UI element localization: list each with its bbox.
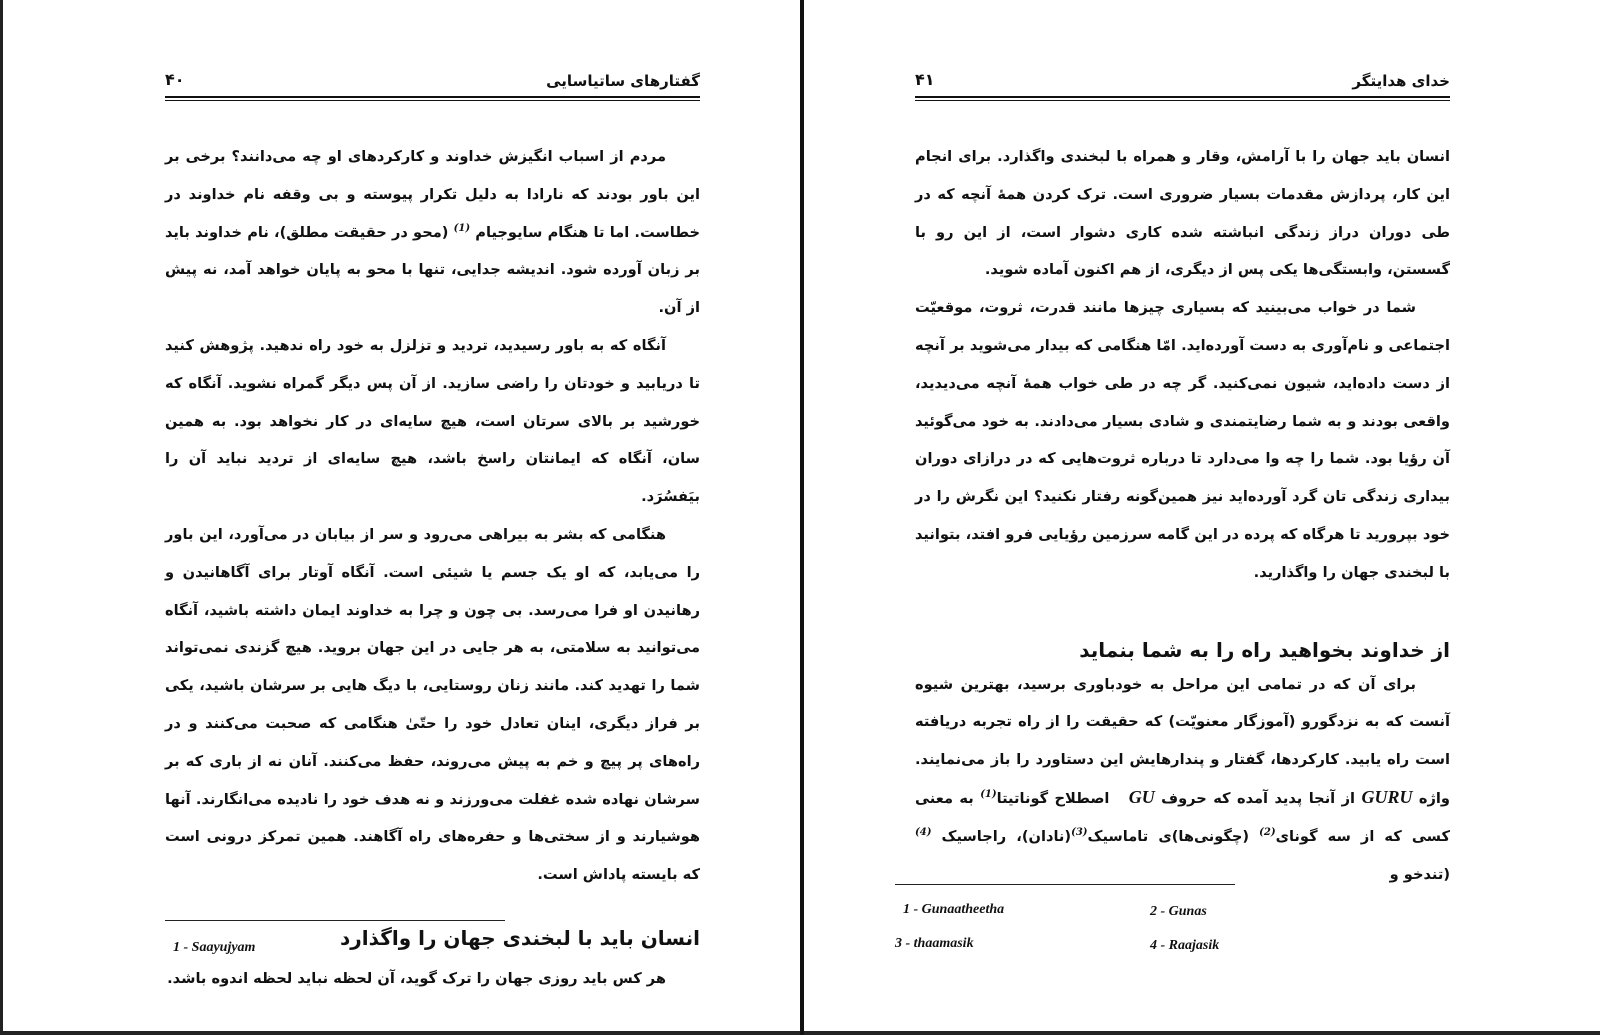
page-number: ۴۰ <box>165 70 185 89</box>
body-text <box>165 138 700 998</box>
scan-border-left <box>0 0 3 1035</box>
section-heading: از خداوند بخواهید راه را به شما بنماید <box>1079 637 1450 662</box>
body-text <box>915 138 1450 893</box>
page-header <box>165 70 700 96</box>
right-page <box>895 0 1450 1030</box>
header-rule-thin <box>915 100 1450 101</box>
footnote-rule <box>165 920 505 921</box>
paragraph: مردم از اسباب انگیزش خداوند و کارکردهای او چه می‌دانند؟ برخی بر این باور بودند که نارادا به دلیل تکرار پیوسته و بی وقفه نام خداوند در خطاست. اما تا هنگام سایوجیام $^{(1)}$ (محو در حقیقت مطلق)، نام خداوند باید بر زبان آورده شود. اندیشه جدایی، تنها با محو به پایان خواهد آمد، نه پیش از آن. <box>165 148 700 317</box>
paragraph: انسان باید جهان را با آرامش، وقار و همراه با لبخندی واگذارد. برای انجام این کار، پردازش مقدمات بسیار ضروری است. ترک کردن همهٔ آنچه که در طی دوران دراز زندگی انباشته شده کاری دشوار است، از این رو با گسستن، وابستگی‌ها یکی پس از دیگری، از هم اکنون آماده شوید. <box>915 148 1450 279</box>
footnote: 3 - thaamasik <box>895 936 974 951</box>
running-title: گفتارهای ساتیاسایی <box>546 72 700 90</box>
paragraph: هر کس باید روزی جهان را ترک گوید، آن لحظه نباید لحظه اندوه باشد. <box>167 969 666 987</box>
footnote: 4 - Raajasik <box>1150 938 1220 953</box>
header-rule <box>165 96 700 98</box>
page-number: ۴۱ <box>915 70 935 89</box>
footnote-ref: (2) <box>1259 826 1276 838</box>
paragraph: برای آن که در تمامی این مراحل به خودباوری برسید، بهترین شیوه آنست که به نزدگورو (آموزگار معنویّت) که حقیقت را از راه تجربه دریافته است راه یابید. کارکردها، گفتار و پندارهایش این دستاورد را باز می‌نمایند. واژه GURU از آنجا پدید آمده که حروف GU اصطلاح گوناتیتا$^{(1)}$ به معنی کسی که از سه گونای$^{(2)}$ (چگونی‌ها)ی تاماسیک$^{(3)}$(نادان)، راجاسیک $^{(4)}$ (تندخو و <box>915 675 1450 883</box>
footnote: 1 - Gunaatheetha <box>903 902 1005 917</box>
spacer <box>915 592 1450 636</box>
header-rule-thin <box>165 100 700 101</box>
footnote: 1 - Saayujyam <box>173 940 256 955</box>
section-heading: انسان باید با لبخندی جهان را واگذارد <box>340 925 700 950</box>
footnote-ref: (3) <box>1071 826 1088 838</box>
book-spine-divider <box>800 0 804 1035</box>
latin-term: GU <box>1128 786 1155 807</box>
footnote: 2 - Gunas <box>1150 904 1207 919</box>
paragraph: آنگاه که به باور رسیدید، تردید و تزلزل به خود راه ندهید. پژوهش کنید تا دریابید و خودتان را راضی سازید. از آن پس دیگر گمراه نشوید. آنگاه که خورشید بر بالای سرتان است، هیچ سایه‌ای در کار نخواهد بود. به همین سان، آنگاه که ایمانتان راسخ باشد، هیچ سایه‌ای از تردید نباید آن را بیَفسُرَد. <box>165 336 700 506</box>
left-page <box>165 0 700 1030</box>
running-title: خدای هدایتگر <box>1352 72 1450 90</box>
footnote-rule <box>895 884 1235 885</box>
paragraph: شما در خواب می‌بینید که بسیاری چیزها مانند قدرت، ثروت، موقعیّت اجتماعی و نام‌آوری به دست آورده‌اید. امّا هنگامی که بیدار می‌شوید بر آنچه از دست داده‌اید، شیون نمی‌کنید. گر چه در طی خواب همهٔ آنچه می‌دیدید، واقعی بودند و به شما رضایتمندی و شادی بسیار می‌دادند. به خود می‌گوئید آن رؤیا بود. شما را چه وا می‌دارد تا درباره ثروت‌هایی که در درازای دوران بیداری زندگی تان گرد آورده‌اید نیز همین‌گونه رفتار نکنید؟ این نگرش را در خود بپرورید تا هرگاه که پرده در این گامه سرزمین رؤیایی فرو افتد، بتوانید با لبخندی جهان را واگذارید. <box>915 299 1450 581</box>
footnote-ref: (4) <box>915 826 932 838</box>
page-header <box>915 70 1450 96</box>
paragraph: هنگامی که بشر به بیراهی می‌رود و سر از بیابان در می‌آورد، این باور را می‌یابد، که او یک جسم یا شیئی است. آنگاه آوتار برای آگاهانیدن و رهانیدن او فرا می‌رسد. بی چون و چرا به خداوند ایمان داشته باشید، آنگاه می‌توانید به سلامتی، به هر جایی در این جهان بروید. هیچ گزندی نمی‌تواند شما را تهدید کند. مانند زنان روستایی، با دیگ هایی بر سرشان باشید، یکی بر فراز دیگری، اینان تعادل خود را حتّیٰ هنگامی که صحبت می‌کنند و در راه‌های پر پیچ و خم به پیش می‌روند، حفظ می‌کنند. آنان نه از باری که بر سرشان نهاده شده غفلت می‌ورزند و نه هدف خود را نادیده می‌انگارند. آنها هوشیارند و از سختی‌ها و حفره‌های راه آگاهند. همین تمرکز درونی است که بایسته پاداش است. <box>165 525 700 884</box>
footnote-ref: (1) <box>453 222 471 234</box>
latin-term: GURU <box>1361 786 1413 807</box>
header-rule <box>915 96 1450 98</box>
footnote-ref: (1) <box>980 789 997 801</box>
